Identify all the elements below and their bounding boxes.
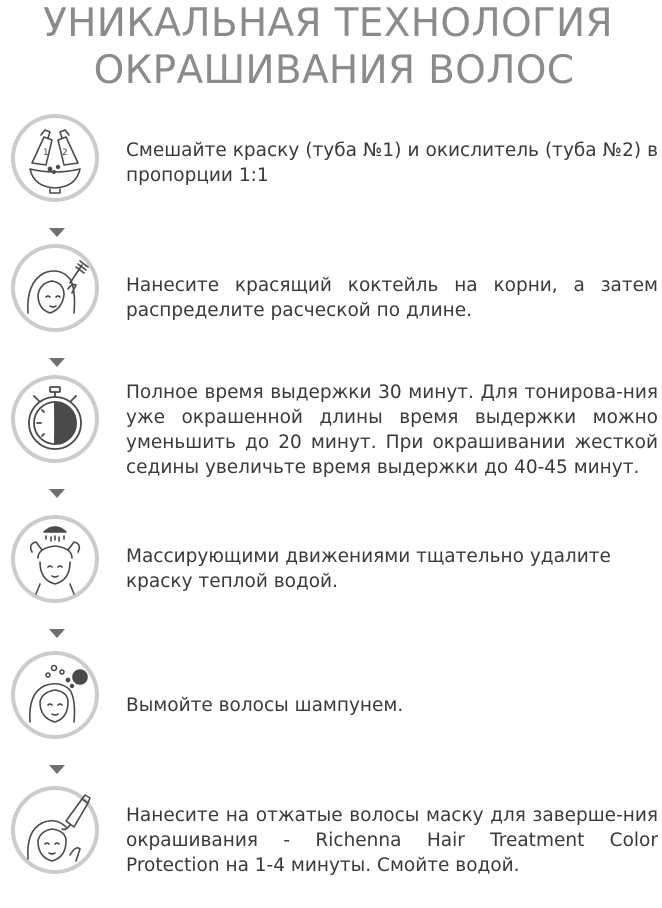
shampoo-wash-icon	[10, 650, 100, 740]
apply-mask-tube-icon	[10, 785, 100, 875]
stopwatch-icon	[10, 374, 100, 464]
svg-text:2: 2	[62, 148, 68, 158]
step-arrow-icon	[49, 765, 65, 774]
svg-text:1: 1	[43, 148, 49, 158]
title-line-1: УНИКАЛЬНАЯ ТЕХНОЛОГИЯ	[43, 1, 613, 46]
step-arrow-icon	[49, 489, 65, 498]
step-2-text: Нанесите красящий коктейль на корни, а затем распределите расческой по длине.	[126, 275, 658, 321]
title-line-2: ОКРАШИВАНИЯ ВОЛОС	[93, 48, 575, 93]
step-1-text: Смешайте краску (туба №1) и окислитель (туба №2) в пропорции 1:1	[126, 140, 658, 186]
rinsing-shower-icon	[10, 514, 100, 604]
mixing-bowl-tubes-icon	[10, 113, 100, 203]
step-6-text: Нанесите на отжатые волосы маску для заверше-ния окрашивания - Richenna Hair Treatment Color Protection на 1-4 минуты. Смойте водой.	[126, 805, 658, 876]
step-arrow-icon	[49, 228, 65, 237]
step-arrow-icon	[49, 629, 65, 638]
step-4-text: Массирующими движениями тщательно удалите краску теплой водой.	[126, 546, 611, 592]
page-title	[0, 0, 662, 94]
step-5-text: Вымойте волосы шампунем.	[126, 695, 404, 716]
step-3-text: Полное время выдержки 30 минут. Для тонирова-ния уже окрашенной длины время выдержки можно уменьшить до 20 минут. При окрашивании жесткой седины увеличьте время выдержки до 40-45 минут.	[126, 382, 658, 478]
applying-dye-comb-icon	[10, 243, 100, 333]
step-arrow-icon	[49, 358, 65, 367]
